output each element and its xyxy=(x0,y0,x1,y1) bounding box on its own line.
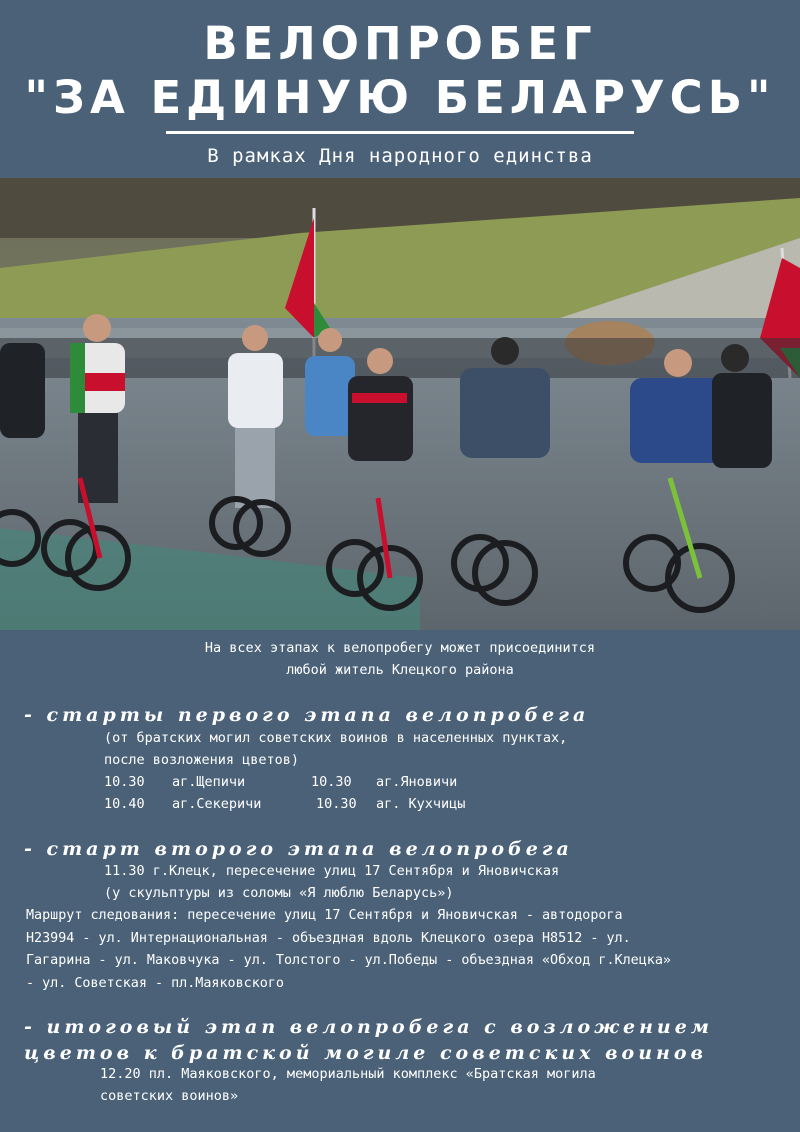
title-line-2: "ЗА ЕДИНУЮ БЕЛАРУСЬ" xyxy=(24,71,776,124)
intro-line-1: На всех этапах к велопробегу может присоединится xyxy=(204,640,596,656)
stage1-start-place: аг.Секеричи xyxy=(172,796,262,812)
cyclists-photo xyxy=(0,178,800,630)
route-line: Гагарина - ул. Маковчука - ул. Толстого - ул.Победы - объездная «Обход г.Клецка» xyxy=(26,953,671,968)
stage1-heading: - старты первого этапа велопробега xyxy=(24,704,590,726)
intro-line-2: любой житель Клецкого района xyxy=(286,662,514,678)
stage1-start-time: 10.30 xyxy=(316,796,357,812)
title-line-1: ВЕЛОПРОБЕГ xyxy=(203,17,597,70)
stage1-start-time: 10.40 xyxy=(104,796,145,812)
stage1-start-time: 10.30 xyxy=(311,774,352,790)
stage1-note-line-2: после возложения цветов) xyxy=(104,752,300,768)
route-line: Н23994 - ул. Интернациональная - объездная вдоль Клецкого озера Н8512 - ул. xyxy=(26,930,631,946)
title-divider xyxy=(166,131,634,134)
stage2-route xyxy=(26,905,786,995)
poster-header xyxy=(0,0,800,178)
stage3-heading-line-1: - итоговый этап велопробега с возложением xyxy=(24,1016,713,1038)
stage1-start-place: аг.Щепичи xyxy=(172,774,246,790)
stage1-start-place: аг.Яновичи xyxy=(376,774,458,790)
route-line: - ул. Советская - пл.Маяковского xyxy=(26,975,284,991)
stage3-heading-line-2: цветов к братской могиле советских воинов xyxy=(24,1042,708,1064)
intro-text xyxy=(0,637,800,681)
stage3-detail-line-1: 12.20 пл. Маяковского, мемориальный комплекс «Братская могила xyxy=(100,1066,596,1082)
stage1-start-place: аг. Кухчицы xyxy=(376,796,466,812)
route-line: Маршрут следования: пересечение улиц 17 Сентября и Яновичская - автодорога xyxy=(26,908,623,923)
stage2-heading: - старт второго этапа велопробега xyxy=(24,838,573,860)
stage3-detail-line-2: советских воинов» xyxy=(100,1088,239,1104)
stage2-start-line: 11.30 г.Клецк, пересечение улиц 17 Сентября и Яновичская xyxy=(104,863,560,879)
cyclists-photo-illustration xyxy=(0,178,800,630)
stage1-note-line-1: (от братских могил советских воинов в населенных пунктах, xyxy=(104,730,568,746)
stage1-start-time: 10.30 xyxy=(104,774,145,790)
subtitle: В рамках Дня народного единства xyxy=(207,145,593,167)
stage2-start-note: (у скульптуры из соломы «Я люблю Беларусь») xyxy=(104,885,454,901)
